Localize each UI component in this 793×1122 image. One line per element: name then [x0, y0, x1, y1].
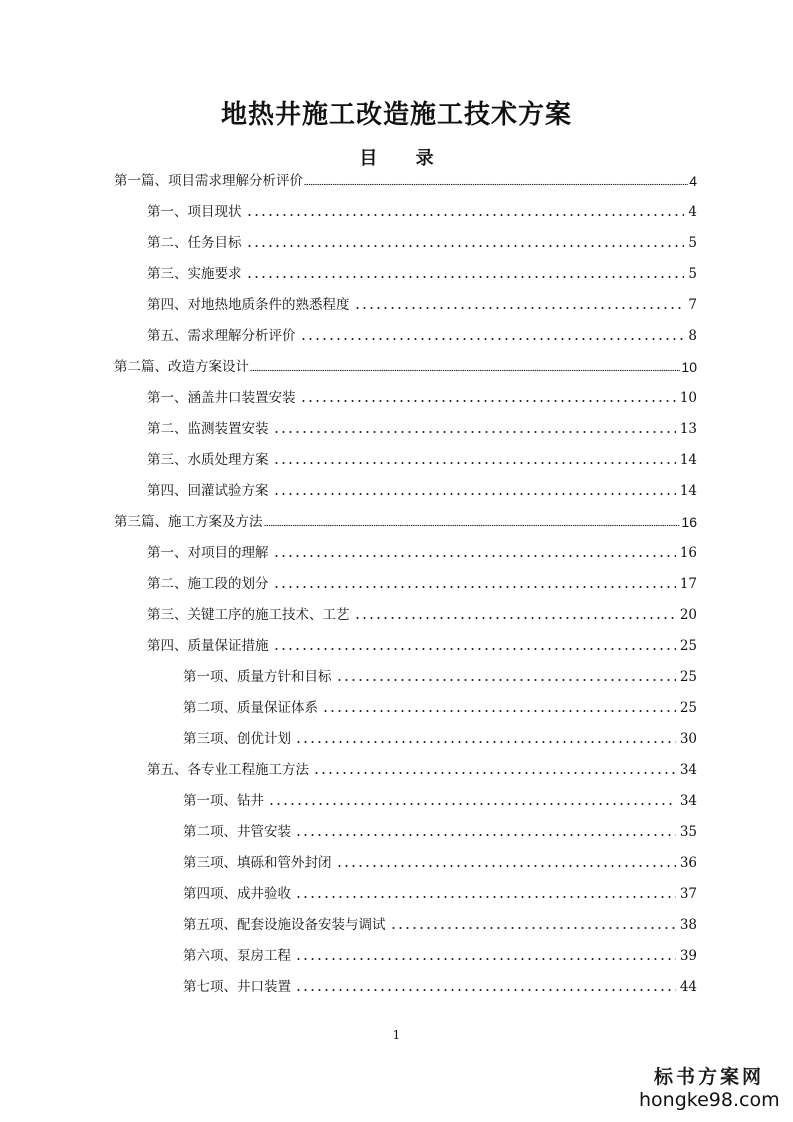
toc-dot-leader [273, 647, 676, 651]
toc-dot-leader [354, 616, 676, 620]
toc-entry[interactable] [147, 418, 697, 438]
toc-entry-page: 16 [679, 545, 697, 561]
toc-entry-label: 第三项、创优计划 [183, 731, 291, 747]
toc-entry-page: 38 [679, 917, 697, 933]
toc-entry-label: 第四、回灌试验方案 [147, 483, 269, 499]
toc-dot-leader [264, 523, 681, 527]
page-number: 1 [392, 1028, 401, 1042]
toc-entry-page: 34 [679, 793, 697, 809]
toc-entry-label: 第一、对项目的理解 [147, 545, 269, 561]
toc-entry-page: 25 [679, 700, 697, 716]
toc-entry[interactable] [114, 356, 697, 376]
toc-entry-page: 14 [679, 483, 697, 499]
toc-entry[interactable] [147, 201, 697, 221]
toc-entry[interactable] [183, 976, 697, 996]
toc-entry[interactable] [147, 232, 697, 252]
toc-entry-page: 20 [679, 607, 697, 623]
toc-entry[interactable] [114, 511, 697, 531]
toc-entry[interactable] [183, 697, 697, 717]
toc-entry[interactable] [147, 542, 697, 562]
toc-entry[interactable] [183, 728, 697, 748]
toc-entry[interactable] [147, 635, 697, 655]
toc-entry[interactable] [183, 790, 697, 810]
toc-entry-page: 5 [688, 266, 697, 282]
toc-dot-leader [354, 306, 685, 310]
toc-entry-label: 第二项、质量保证体系 [183, 700, 318, 716]
watermark-logo [639, 1066, 779, 1112]
toc-dot-leader [336, 678, 676, 682]
toc-entry-label: 第四项、成井验收 [183, 886, 291, 902]
toc-entry-label: 第五项、配套设施设备安装与调试 [183, 917, 386, 933]
toc-entry-label: 第一篇、项目需求理解分析评价 [114, 173, 303, 189]
toc-dot-leader [300, 399, 676, 403]
toc-entry[interactable] [183, 666, 697, 686]
toc-entry-label: 第三、关键工序的施工技术、工艺 [147, 607, 350, 623]
toc-entry[interactable] [183, 852, 697, 872]
toc-entry-page: 17 [679, 576, 697, 592]
toc-entry-label: 第三项、填砾和管外封闭 [183, 855, 332, 871]
toc-entry-label: 第一、项目现状 [147, 204, 242, 220]
toc-entry-label: 第五、各专业工程施工方法 [147, 762, 309, 778]
toc-dot-leader [295, 740, 676, 744]
toc-entry-label: 第二、施工段的划分 [147, 576, 269, 592]
toc-entry-page: 36 [679, 855, 697, 871]
toc-entry-label: 第六项、泵房工程 [183, 948, 291, 964]
toc-entry-page: 39 [679, 948, 697, 964]
toc-entry-page: 4 [688, 204, 697, 220]
toc-entry-label: 第二篇、改造方案设计 [114, 359, 249, 375]
toc-entry[interactable] [114, 170, 697, 190]
toc-entry[interactable] [147, 294, 697, 314]
toc-dot-leader [295, 957, 676, 961]
toc-dot-leader [295, 895, 676, 899]
toc-entry-label: 第五、需求理解分析评价 [147, 328, 296, 344]
toc-entry-page: 4 [689, 173, 697, 189]
toc-entry[interactable] [183, 821, 697, 841]
toc-entry-page: 35 [679, 824, 697, 840]
toc-dot-leader [304, 182, 688, 186]
toc-entry-label: 第二、监测装置安装 [147, 421, 269, 437]
toc-entry-page: 25 [679, 669, 697, 685]
toc-entry-page: 10 [679, 390, 697, 406]
toc-entry-label: 第三篇、施工方案及方法 [114, 514, 263, 530]
toc-entry[interactable] [147, 480, 697, 500]
toc-entry-page: 14 [679, 452, 697, 468]
toc-dot-leader [322, 709, 676, 713]
toc-entry[interactable] [147, 573, 697, 593]
toc-entry[interactable] [147, 387, 697, 407]
toc-entry-label: 第二项、井管安装 [183, 824, 291, 840]
toc-dot-leader [295, 833, 676, 837]
toc-entry-label: 第一项、质量方针和目标 [183, 669, 332, 685]
toc-dot-leader [390, 926, 676, 930]
watermark-line1: 标书方案网 [653, 1066, 764, 1088]
toc-entry[interactable] [147, 759, 697, 779]
toc-entry[interactable] [147, 325, 697, 345]
toc-entry-page: 16 [681, 514, 697, 530]
page-title: 地热井施工改造施工技术方案 [220, 100, 572, 130]
toc-dot-leader [246, 213, 685, 217]
toc-entry-label: 第七项、井口装置 [183, 979, 291, 995]
toc-entry-page: 34 [679, 762, 697, 778]
toc-dot-leader [273, 492, 676, 496]
toc-entry-label: 第三、实施要求 [147, 266, 242, 282]
toc-dot-leader [273, 585, 676, 589]
toc-entry-page: 7 [688, 297, 697, 313]
toc-entry-label: 第一项、钻井 [183, 793, 264, 809]
toc-entry-page: 37 [679, 886, 697, 902]
toc-entry-page: 5 [688, 235, 697, 251]
toc-entry-page: 44 [679, 979, 697, 995]
toc-entry-page: 13 [679, 421, 697, 437]
toc-entry-page: 8 [688, 328, 697, 344]
toc-entry-label: 第一、涵盖井口装置安装 [147, 390, 296, 406]
toc-dot-leader [250, 368, 680, 372]
toc-entry[interactable] [183, 883, 697, 903]
toc-dot-leader [295, 988, 676, 992]
toc-dot-leader [273, 430, 676, 434]
toc-entry-label: 第三、水质处理方案 [147, 452, 269, 468]
toc-entry[interactable] [147, 449, 697, 469]
toc-dot-leader [273, 554, 676, 558]
toc-entry[interactable] [147, 604, 697, 624]
toc-dot-leader [273, 461, 676, 465]
toc-entry-label: 第四、质量保证措施 [147, 638, 269, 654]
toc-dot-leader [313, 771, 676, 775]
toc-entry-label: 第二、任务目标 [147, 235, 242, 251]
toc-dot-leader [246, 244, 685, 248]
watermark-line2: hongke98.com [639, 1089, 780, 1111]
toc-dot-leader [246, 275, 685, 279]
toc-entry-page: 30 [679, 731, 697, 747]
toc-dot-leader [300, 337, 685, 341]
toc-entry[interactable] [147, 263, 697, 283]
toc-entry[interactable] [183, 945, 697, 965]
toc-entry-label: 第四、对地热地质条件的熟悉程度 [147, 297, 350, 313]
toc-entry[interactable] [183, 914, 697, 934]
toc-dot-leader [336, 864, 676, 868]
toc-entry-page: 25 [679, 638, 697, 654]
toc-heading: 目 录 [359, 148, 450, 169]
toc-entry-page: 10 [681, 359, 697, 375]
toc-dot-leader [268, 802, 676, 806]
